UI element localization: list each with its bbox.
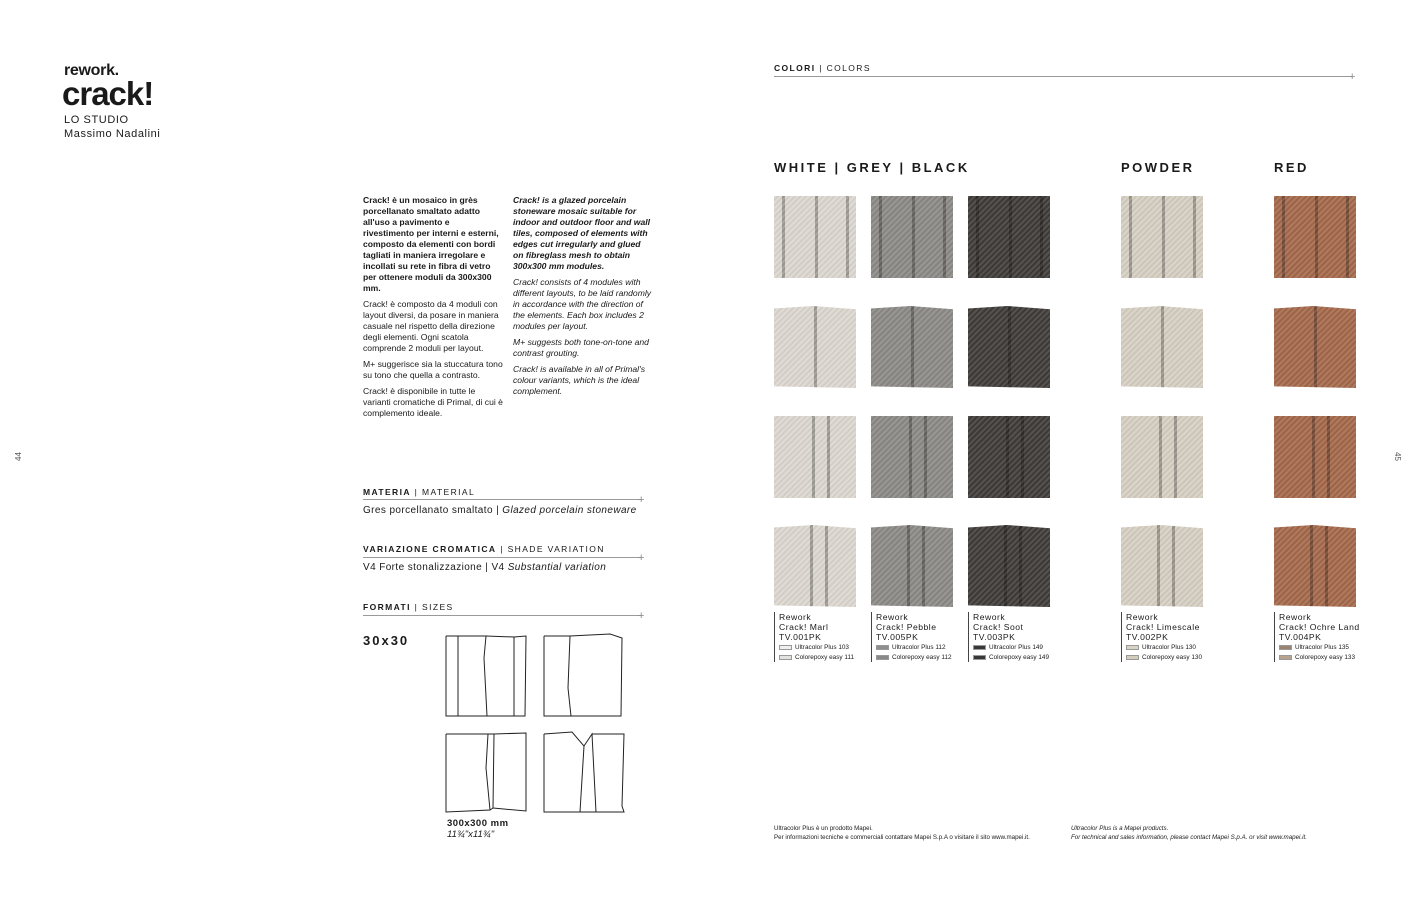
page-number-left: 44 xyxy=(13,452,23,461)
grout-swatch xyxy=(779,645,792,650)
description-paragraph: Crack! consists of 4 modules with different layouts, to be laid randomly in accordance with the direction of the elements. Each box includes 2 modules per layout. xyxy=(513,277,652,331)
sizes-title-en: SIZES xyxy=(422,602,454,612)
footer-note-en: Ultracolor Plus is a Mapei products. For technical and sales information, please contact Mapei S.p.A. or visit www.mapei.it. xyxy=(1071,825,1307,841)
layout-diagram xyxy=(440,628,632,818)
layout-module-4 xyxy=(544,732,624,812)
grout-swatch xyxy=(779,655,792,660)
variant-code: TV.003PK xyxy=(973,632,1016,642)
tile-texture xyxy=(1274,416,1356,498)
variant-line: Rework xyxy=(779,612,812,622)
grout-swatch xyxy=(1126,645,1139,650)
color-variant-label xyxy=(774,612,854,662)
color-swatch-tile xyxy=(1121,306,1203,388)
grout-row: Colorepoxy easy 133 xyxy=(1279,653,1360,662)
color-swatch-tile xyxy=(774,196,856,278)
sizes-title-it: FORMATI xyxy=(363,602,411,612)
tile-texture xyxy=(1121,416,1203,498)
color-swatch-tile xyxy=(968,525,1050,607)
variant-line: Rework xyxy=(973,612,1006,622)
shade-title-en: SHADE VARIATION xyxy=(507,544,605,554)
description-paragraph: Crack! è disponibile in tutte le varianti cromatiche di Primal, di cui è complemento ideale. xyxy=(363,386,503,418)
grout-row: Ultracolor Plus 130 xyxy=(1126,643,1202,652)
description-paragraph: M+ suggerisce sia la stuccatura tono su tono che quella a contrasto. xyxy=(363,359,503,380)
color-swatch-tile xyxy=(968,416,1050,498)
plus-icon: + xyxy=(638,552,645,564)
description-intro: Crack! is a glazed porcelain stoneware mosaic suitable for indoor and outdoor floor and wall tiles, composed of elements with edges cut irregularly and glued on fibreglass mesh to obtain 300x300 mm modules. xyxy=(513,195,651,271)
colors-title-en: COLORS xyxy=(826,63,871,73)
grout-swatch xyxy=(1279,655,1292,660)
tile-texture xyxy=(774,416,856,498)
group-title-neutral: WHITE | GREY | BLACK xyxy=(774,160,970,175)
tile-texture xyxy=(1121,525,1203,607)
grout-swatch xyxy=(1279,645,1292,650)
color-swatch-tile xyxy=(1121,196,1203,278)
grout-row: Ultracolor Plus 149 xyxy=(973,643,1049,652)
material-heading: MATERIA | MATERIAL xyxy=(363,487,476,497)
tile-texture xyxy=(968,525,1050,607)
color-swatch-tile xyxy=(774,525,856,607)
divider xyxy=(363,557,641,558)
tile-texture xyxy=(774,306,856,388)
studio-label: LO STUDIO xyxy=(64,114,129,126)
variant-line: Rework xyxy=(1279,612,1312,622)
layout-module-3 xyxy=(446,733,526,812)
variant-code: TV.001PK xyxy=(779,632,822,642)
variant-name: Crack! Ochre Land xyxy=(1279,622,1360,632)
tile-texture xyxy=(968,306,1050,388)
plus-icon: + xyxy=(638,494,645,506)
color-variant-label xyxy=(1274,612,1360,662)
material-title-it: MATERIA xyxy=(363,487,411,497)
size-mm: 300x300 mm xyxy=(447,818,509,829)
shade-title-it: VARIAZIONE CROMATICA xyxy=(363,544,497,554)
designer-name: Massimo Nadalini xyxy=(64,128,161,140)
variant-line: Rework xyxy=(876,612,909,622)
color-swatch-tile xyxy=(1274,306,1356,388)
grout-row: Colorepoxy easy 130 xyxy=(1126,653,1202,662)
size-label: 30x30 xyxy=(363,633,410,648)
tile-texture xyxy=(968,196,1050,278)
color-swatch-tile xyxy=(871,306,953,388)
layout-module-2 xyxy=(544,634,622,716)
grout-swatch xyxy=(876,655,889,660)
tile-texture xyxy=(871,525,953,607)
group-title-powder: POWDER xyxy=(1121,160,1195,175)
layout-module-1 xyxy=(446,636,526,716)
variant-code: TV.002PK xyxy=(1126,632,1169,642)
colors-heading: COLORI | COLORS xyxy=(774,63,871,73)
grout-row: Colorepoxy easy 149 xyxy=(973,653,1049,662)
variant-name: Crack! Pebble xyxy=(876,622,937,632)
material-value: Gres porcellanato smaltato | Glazed porcelain stoneware xyxy=(363,505,637,516)
grout-row: Ultracolor Plus 103 xyxy=(779,643,854,652)
description-intro: Crack! è un mosaico in grès porcellanato smaltato adatto all'uso a pavimento e rivestimento per interni e esterni, composto da elementi con bordi tagliati in maniera irregolare e incollati su rete in fibra di vetro per ottenere moduli da 300x300 mm. xyxy=(363,195,499,293)
color-swatch-tile xyxy=(871,416,953,498)
color-swatch-tile xyxy=(871,525,953,607)
tile-texture xyxy=(1274,525,1356,607)
tile-texture xyxy=(968,416,1050,498)
sizes-heading: FORMATI | SIZES xyxy=(363,602,454,612)
description-paragraph: Crack! è composto da 4 moduli con layout diversi, da posare in maniera casuale nel rispetto della direzione degli elementi. Ogni scatola comprende 2 moduli per layout. xyxy=(363,299,499,353)
tile-texture xyxy=(1121,306,1203,388)
variant-name: Crack! Limescale xyxy=(1126,622,1200,632)
plus-icon: + xyxy=(638,610,645,622)
grout-swatch xyxy=(973,645,986,650)
description-italian xyxy=(363,195,503,424)
color-swatch-tile xyxy=(1121,416,1203,498)
color-swatch-tile xyxy=(968,196,1050,278)
grout-row: Ultracolor Plus 135 xyxy=(1279,643,1360,652)
variant-line: Rework xyxy=(1126,612,1159,622)
variant-name: Crack! Marl xyxy=(779,622,829,632)
brand-logo: rework. xyxy=(64,62,119,79)
color-variant-label xyxy=(1121,612,1202,662)
tile-texture xyxy=(871,196,953,278)
color-variant-label xyxy=(968,612,1049,662)
color-swatch-tile xyxy=(1274,525,1356,607)
material-title-en: MATERIAL xyxy=(422,487,476,497)
plus-icon: + xyxy=(1349,71,1356,83)
divider xyxy=(774,76,1352,77)
divider xyxy=(363,499,641,500)
grout-swatch xyxy=(973,655,986,660)
grout-row: Colorepoxy easy 111 xyxy=(779,653,854,662)
description-paragraph: Crack! is available in all of Primal's colour variants, which is the ideal complement. xyxy=(513,364,646,396)
size-inch: 11¾"x11¾" xyxy=(447,829,495,840)
grout-row: Colorepoxy easy 112 xyxy=(876,653,952,662)
description-english xyxy=(513,195,653,402)
tile-texture xyxy=(1274,196,1356,278)
tile-texture xyxy=(1274,306,1356,388)
color-swatch-tile xyxy=(774,416,856,498)
tile-texture xyxy=(774,525,856,607)
colors-title-it: COLORI xyxy=(774,63,816,73)
shade-heading: VARIAZIONE CROMATICA | SHADE VARIATION xyxy=(363,544,605,554)
tile-texture xyxy=(774,196,856,278)
group-title-red: RED xyxy=(1274,160,1309,175)
color-swatch-tile xyxy=(1121,525,1203,607)
product-title: crack! xyxy=(62,75,154,112)
tile-texture xyxy=(871,306,953,388)
designer-credit xyxy=(64,113,160,141)
color-swatch-tile xyxy=(1274,416,1356,498)
variant-code: TV.004PK xyxy=(1279,632,1322,642)
variant-name: Crack! Soot xyxy=(973,622,1024,632)
shade-value: V4 Forte stonalizzazione | V4 Substantial variation xyxy=(363,562,607,573)
grout-swatch xyxy=(876,645,889,650)
tile-texture xyxy=(871,416,953,498)
color-swatch-tile xyxy=(774,306,856,388)
grout-row: Ultracolor Plus 112 xyxy=(876,643,952,652)
color-swatch-tile xyxy=(1274,196,1356,278)
color-swatch-tile xyxy=(968,306,1050,388)
page-number-right: 45 xyxy=(1392,452,1402,461)
color-swatch-tile xyxy=(871,196,953,278)
footer-note-it: Ultracolor Plus è un prodotto Mapei. Per informazioni tecniche e commerciali contattare Mapei S.p.A o visitare il sito www.mapei.it. xyxy=(774,825,1030,841)
color-variant-label xyxy=(871,612,952,662)
tile-texture xyxy=(1121,196,1203,278)
grout-swatch xyxy=(1126,655,1139,660)
divider xyxy=(363,615,641,616)
description-paragraph: M+ suggests both tone-on-tone and contrast grouting. xyxy=(513,337,649,358)
variant-code: TV.005PK xyxy=(876,632,919,642)
